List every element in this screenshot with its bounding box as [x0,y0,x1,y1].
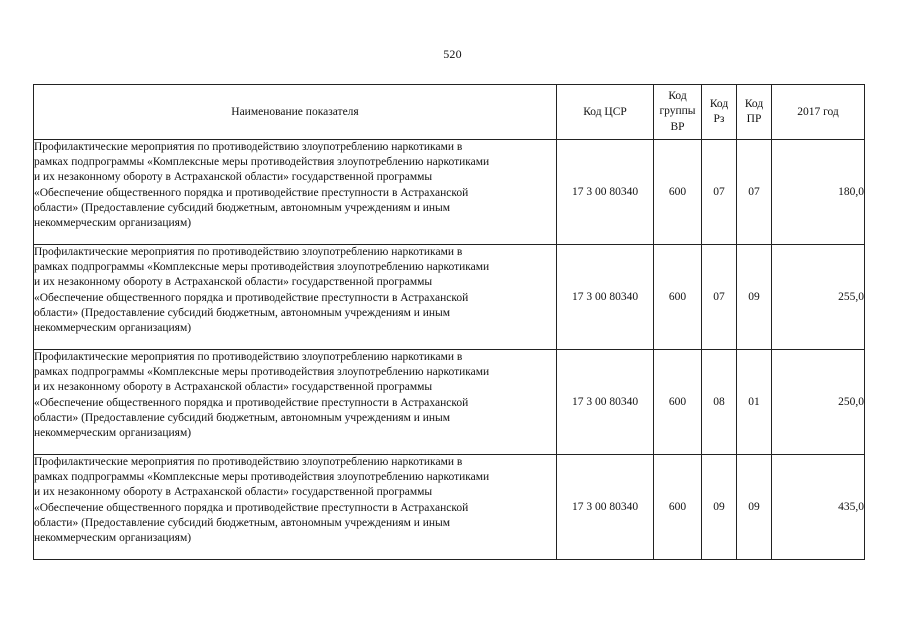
indicator-name-line: области» (Предоставление субсидий бюджетным, автономным учреждениям и иным [34,516,451,529]
header-vr-line: группы [659,105,696,118]
indicator-name-cell [34,245,557,350]
indicator-name-line: некоммерческим организациям) [34,427,192,440]
budget-table [33,84,865,560]
indicator-name-line: рамках подпрограммы «Комплексные меры противодействия злоупотреблению наркотиками [34,471,490,484]
csr-code-cell: 17 3 00 80340 [557,455,654,560]
page-number: 520 [443,47,462,61]
indicator-name-line: рамках подпрограммы «Комплексные меры противодействия злоупотреблению наркотиками [34,261,490,274]
pr-code-cell: 09 [737,455,772,560]
csr-code-cell: 17 3 00 80340 [557,350,654,455]
indicator-name-cell [34,455,557,560]
header-pr-code [737,85,772,140]
amount-2017-cell: 255,0 [772,245,865,350]
table-header-row [34,85,865,140]
amount-2017-cell: 180,0 [772,140,865,245]
header-pr-line: Код [744,97,764,110]
indicator-name-line: области» (Предоставление субсидий бюджетным, автономным учреждениям и иным [34,306,451,319]
indicator-name-line: некоммерческим организациям) [34,217,192,230]
indicator-name-line: некоммерческим организациям) [34,532,192,545]
indicator-name-line: Профилактические мероприятия по противодействию злоупотреблению наркотиками в [34,246,463,258]
header-vr-line: ВР [670,120,685,133]
vr-code-cell: 600 [654,245,702,350]
indicator-name-line: Профилактические мероприятия по противодействию злоупотреблению наркотиками в [34,351,463,363]
rz-code-cell: 07 [702,245,737,350]
amount-2017-cell: 250,0 [772,350,865,455]
pr-code-cell: 09 [737,245,772,350]
indicator-name-line: и их незаконному обороту в Астраханской области» государственной программы [34,381,433,394]
header-rz-line: Код [709,97,729,110]
indicator-name-line: и их незаконному обороту в Астраханской области» государственной программы [34,486,433,499]
header-rz-code [702,85,737,140]
indicator-name-line: области» (Предоставление субсидий бюджетным, автономным учреждениям и иным [34,201,451,214]
indicator-name-line: области» (Предоставление субсидий бюджетным, автономным учреждениям и иным [34,411,451,424]
indicator-name-line: Профилактические мероприятия по противодействию злоупотреблению наркотиками в [34,456,463,468]
pr-code-cell: 01 [737,350,772,455]
indicator-name-line: и их незаконному обороту в Астраханской области» государственной программы [34,276,433,289]
indicator-name-line: «Обеспечение общественного порядка и противодействие преступности в Астраханской [34,396,469,409]
indicator-name-line: рамках подпрограммы «Комплексные меры противодействия злоупотреблению наркотиками [34,366,490,379]
vr-code-cell: 600 [654,350,702,455]
table-row [34,245,865,350]
indicator-name-cell [34,140,557,245]
vr-code-cell: 600 [654,140,702,245]
indicator-name-line: некоммерческим организациям) [34,322,192,335]
rz-code-cell: 09 [702,455,737,560]
indicator-name-line: рамках подпрограммы «Комплексные меры противодействия злоупотреблению наркотиками [34,156,490,169]
header-rz-line: Рз [713,113,725,125]
rz-code-cell: 08 [702,350,737,455]
indicator-name-line: Профилактические мероприятия по противодействию злоупотреблению наркотиками в [34,141,463,153]
header-csr-code: Код ЦСР [557,85,654,140]
indicator-name-line: «Обеспечение общественного порядка и противодействие преступности в Астраханской [34,501,469,514]
header-indicator-name: Наименование показателя [34,85,557,140]
pr-code-cell: 07 [737,140,772,245]
header-pr-line: ПР [746,113,762,125]
header-vr-line: Код [668,89,687,102]
indicator-name-line: «Обеспечение общественного порядка и противодействие преступности в Астраханской [34,291,469,304]
indicator-name-line: «Обеспечение общественного порядка и противодействие преступности в Астраханской [34,186,469,199]
indicator-name-line: и их незаконному обороту в Астраханской области» государственной программы [34,171,433,184]
indicator-name-cell [34,350,557,455]
header-year-2017: 2017 год [772,85,865,140]
csr-code-cell: 17 3 00 80340 [557,140,654,245]
header-vr-code [654,85,702,140]
csr-code-cell: 17 3 00 80340 [557,245,654,350]
table-row [34,455,865,560]
table-row [34,140,865,245]
table-row [34,350,865,455]
amount-2017-cell: 435,0 [772,455,865,560]
rz-code-cell: 07 [702,140,737,245]
vr-code-cell: 600 [654,455,702,560]
